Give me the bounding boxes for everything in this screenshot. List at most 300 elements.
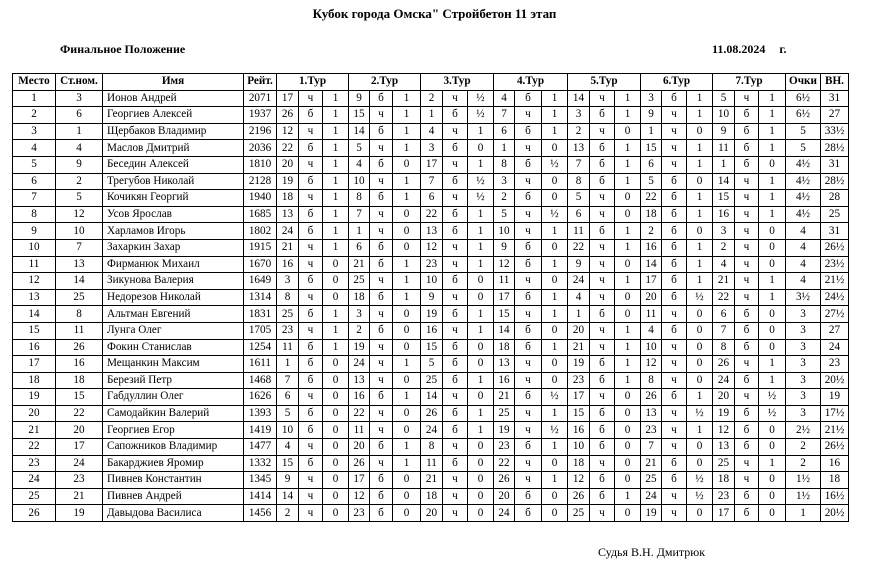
round-4-result-cell: 0 <box>542 505 568 522</box>
round-3-result-cell: 1 <box>468 239 494 256</box>
round-2-opponent-cell: 25 <box>349 273 370 290</box>
round-1-opponent-cell: 10 <box>277 422 299 439</box>
round-1-opponent-cell: 22 <box>277 140 299 157</box>
round-3-color-cell: б <box>443 455 468 472</box>
round-1-color-cell: ч <box>299 505 323 522</box>
round-3-color-cell: ч <box>443 190 468 207</box>
player-name-cell: Кочикян Георгий <box>103 190 244 207</box>
round-7-color-cell: ч <box>735 389 759 406</box>
start-number-cell: 22 <box>56 405 103 422</box>
round-4-color-cell: б <box>515 322 542 339</box>
round-2-color-cell: б <box>370 322 393 339</box>
round-6-opponent-cell: 22 <box>641 190 662 207</box>
round-3-result-cell: 0 <box>468 439 494 456</box>
round-6-opponent-cell: 10 <box>641 339 662 356</box>
round-6-color-cell: б <box>662 322 687 339</box>
table-row <box>13 206 849 223</box>
round-7-color-cell: ч <box>735 190 759 207</box>
round-2-opponent-cell: 26 <box>349 455 370 472</box>
round-5-color-cell: б <box>590 140 615 157</box>
round-7-opponent-cell: 6 <box>713 306 735 323</box>
start-number-cell: 12 <box>56 206 103 223</box>
place-cell: 2 <box>13 107 56 124</box>
place-cell: 23 <box>13 455 56 472</box>
round-3-result-cell: 1 <box>468 322 494 339</box>
round-6-result-cell: 1 <box>687 190 713 207</box>
rating-cell: 1802 <box>244 223 277 240</box>
points-cell: 3 <box>786 306 821 323</box>
round-7-color-cell: ч <box>735 472 759 489</box>
round-1-result-cell: 0 <box>323 289 349 306</box>
round-3-opponent-cell: 17 <box>421 156 443 173</box>
round-3-color-cell: б <box>443 356 468 373</box>
round-7-color-cell: б <box>735 306 759 323</box>
round-7-opponent-cell: 7 <box>713 322 735 339</box>
table-row <box>13 239 849 256</box>
round-2-result-cell: 1 <box>393 273 421 290</box>
round-5-color-cell: ч <box>590 256 615 273</box>
round-5-opponent-cell: 2 <box>568 123 590 140</box>
round-7-result-cell: 0 <box>759 472 786 489</box>
rating-cell: 1456 <box>244 505 277 522</box>
round-2-color-cell: б <box>370 90 393 107</box>
round-7-result-cell: 1 <box>759 206 786 223</box>
round-5-result-cell: 1 <box>615 223 641 240</box>
round-4-opponent-cell: 6 <box>494 123 515 140</box>
place-cell: 16 <box>13 339 56 356</box>
player-name-cell: Георгиев Алексей <box>103 107 244 124</box>
round-2-opponent-cell: 11 <box>349 422 370 439</box>
round-2-result-cell: 1 <box>393 455 421 472</box>
table-row <box>13 505 849 522</box>
round-4-color-cell: ч <box>515 472 542 489</box>
round-3-opponent-cell: 23 <box>421 256 443 273</box>
table-row <box>13 422 849 439</box>
standings-table <box>12 73 849 522</box>
round-4-result-cell: 1 <box>542 439 568 456</box>
round-6-color-cell: ч <box>662 356 687 373</box>
round-6-opponent-cell: 11 <box>641 306 662 323</box>
tiebreak-cell: 28 <box>821 190 849 207</box>
round-6-color-cell: ч <box>662 107 687 124</box>
round-2-result-cell: 0 <box>393 239 421 256</box>
round-1-result-cell: 1 <box>323 140 349 157</box>
round-5-opponent-cell: 7 <box>568 156 590 173</box>
round-3-color-cell: б <box>443 339 468 356</box>
table-row <box>13 90 849 107</box>
round-7-color-cell: ч <box>735 223 759 240</box>
player-name-cell: Георгиев Егор <box>103 422 244 439</box>
player-name-cell: Лунга Олег <box>103 322 244 339</box>
round-6-result-cell: 1 <box>687 206 713 223</box>
round-5-opponent-cell: 11 <box>568 223 590 240</box>
start-number-cell: 4 <box>56 140 103 157</box>
round-3-color-cell: б <box>443 306 468 323</box>
round-2-result-cell: 0 <box>393 339 421 356</box>
round-6-result-cell: 0 <box>687 223 713 240</box>
points-cell: 2½ <box>786 422 821 439</box>
tiebreak-cell: 31 <box>821 156 849 173</box>
round-5-result-cell: 1 <box>615 156 641 173</box>
table-row <box>13 306 849 323</box>
points-cell: 4½ <box>786 206 821 223</box>
round-3-result-cell: 1 <box>468 123 494 140</box>
round-7-color-cell: б <box>735 405 759 422</box>
round-2-result-cell: 0 <box>393 505 421 522</box>
round-6-opponent-cell: 3 <box>641 90 662 107</box>
round-5-result-cell: 0 <box>615 439 641 456</box>
round-7-color-cell: б <box>735 488 759 505</box>
date-value: 11.08.2024 <box>712 42 766 56</box>
round-6-color-cell: б <box>662 90 687 107</box>
round-1-color-cell: б <box>299 107 323 124</box>
rating-cell: 1419 <box>244 422 277 439</box>
round-4-opponent-cell: 23 <box>494 439 515 456</box>
round-4-result-cell: 1 <box>542 90 568 107</box>
round-6-color-cell: б <box>662 472 687 489</box>
round-3-opponent-cell: 6 <box>421 190 443 207</box>
header-points: Очки <box>786 74 821 91</box>
header-start-number: Ст.ном. <box>56 74 103 91</box>
round-7-result-cell: 0 <box>759 239 786 256</box>
round-7-opponent-cell: 24 <box>713 372 735 389</box>
points-cell: 6½ <box>786 90 821 107</box>
round-2-result-cell: 0 <box>393 206 421 223</box>
round-1-result-cell: 1 <box>323 339 349 356</box>
round-5-opponent-cell: 23 <box>568 372 590 389</box>
place-cell: 4 <box>13 140 56 157</box>
round-7-color-cell: ч <box>735 90 759 107</box>
round-4-result-cell: 1 <box>542 289 568 306</box>
tiebreak-cell: 17½ <box>821 405 849 422</box>
round-1-color-cell: ч <box>299 472 323 489</box>
round-7-color-cell: ч <box>735 206 759 223</box>
round-5-opponent-cell: 26 <box>568 488 590 505</box>
round-4-color-cell: б <box>515 389 542 406</box>
round-5-result-cell: 1 <box>615 140 641 157</box>
round-2-opponent-cell: 6 <box>349 239 370 256</box>
round-7-opponent-cell: 13 <box>713 439 735 456</box>
round-1-color-cell: ч <box>299 488 323 505</box>
round-1-color-cell: ч <box>299 123 323 140</box>
round-6-color-cell: б <box>662 256 687 273</box>
header-round-6: 6.Тур <box>641 74 713 91</box>
points-cell: 6½ <box>786 107 821 124</box>
round-4-opponent-cell: 14 <box>494 322 515 339</box>
standings-body <box>13 90 849 521</box>
round-4-opponent-cell: 15 <box>494 306 515 323</box>
round-2-opponent-cell: 18 <box>349 289 370 306</box>
round-2-result-cell: 1 <box>393 173 421 190</box>
round-7-result-cell: 0 <box>759 339 786 356</box>
round-1-color-cell: б <box>299 140 323 157</box>
round-4-opponent-cell: 12 <box>494 256 515 273</box>
round-6-result-cell: 1 <box>687 140 713 157</box>
round-3-color-cell: ч <box>443 256 468 273</box>
round-7-result-cell: 1 <box>759 140 786 157</box>
round-3-color-cell: б <box>443 405 468 422</box>
round-6-color-cell: ч <box>662 405 687 422</box>
start-number-cell: 20 <box>56 422 103 439</box>
round-3-color-cell: ч <box>443 322 468 339</box>
round-7-opponent-cell: 16 <box>713 206 735 223</box>
round-6-opponent-cell: 18 <box>641 206 662 223</box>
round-1-opponent-cell: 23 <box>277 322 299 339</box>
round-4-result-cell: 1 <box>542 405 568 422</box>
round-7-opponent-cell: 8 <box>713 339 735 356</box>
round-5-color-cell: б <box>590 472 615 489</box>
round-7-result-cell: 1 <box>759 372 786 389</box>
header-name: Имя <box>103 74 244 91</box>
round-6-opponent-cell: 20 <box>641 289 662 306</box>
rating-cell: 1705 <box>244 322 277 339</box>
round-2-opponent-cell: 13 <box>349 372 370 389</box>
round-6-color-cell: ч <box>662 339 687 356</box>
round-3-result-cell: 0 <box>468 472 494 489</box>
round-6-color-cell: б <box>662 289 687 306</box>
round-7-opponent-cell: 2 <box>713 239 735 256</box>
round-7-color-cell: б <box>735 422 759 439</box>
tiebreak-cell: 33½ <box>821 123 849 140</box>
round-2-color-cell: ч <box>370 405 393 422</box>
round-2-result-cell: 0 <box>393 322 421 339</box>
rating-cell: 1685 <box>244 206 277 223</box>
round-6-opponent-cell: 17 <box>641 273 662 290</box>
round-6-opponent-cell: 7 <box>641 439 662 456</box>
round-7-result-cell: 1 <box>759 273 786 290</box>
rating-cell: 1393 <box>244 405 277 422</box>
round-5-result-cell: 1 <box>615 90 641 107</box>
start-number-cell: 25 <box>56 289 103 306</box>
player-name-cell: Захаркин Захар <box>103 239 244 256</box>
round-6-color-cell: ч <box>662 140 687 157</box>
round-2-result-cell: 1 <box>393 256 421 273</box>
table-row <box>13 455 849 472</box>
round-4-color-cell: ч <box>515 356 542 373</box>
round-6-color-cell: б <box>662 455 687 472</box>
round-2-color-cell: б <box>370 488 393 505</box>
round-6-opponent-cell: 9 <box>641 107 662 124</box>
round-6-result-cell: 0 <box>687 322 713 339</box>
round-7-result-cell: 1 <box>759 455 786 472</box>
table-row <box>13 339 849 356</box>
round-6-color-cell: б <box>662 273 687 290</box>
points-cell: 1 <box>786 505 821 522</box>
round-4-color-cell: ч <box>515 107 542 124</box>
round-5-opponent-cell: 15 <box>568 405 590 422</box>
round-6-result-cell: ½ <box>687 488 713 505</box>
rating-cell: 1477 <box>244 439 277 456</box>
round-3-result-cell: 0 <box>468 505 494 522</box>
table-row <box>13 488 849 505</box>
table-row <box>13 405 849 422</box>
round-1-opponent-cell: 18 <box>277 190 299 207</box>
round-6-result-cell: 1 <box>687 422 713 439</box>
round-2-color-cell: б <box>370 123 393 140</box>
round-3-color-cell: ч <box>443 90 468 107</box>
round-5-result-cell: 1 <box>615 372 641 389</box>
round-1-color-cell: ч <box>299 256 323 273</box>
round-5-color-cell: ч <box>590 505 615 522</box>
round-1-color-cell: ч <box>299 322 323 339</box>
round-5-color-cell: ч <box>590 389 615 406</box>
round-4-result-cell: 1 <box>542 472 568 489</box>
round-1-opponent-cell: 6 <box>277 389 299 406</box>
round-3-color-cell: ч <box>443 389 468 406</box>
round-4-color-cell: ч <box>515 273 542 290</box>
tournament-date <box>712 42 786 57</box>
round-2-color-cell: б <box>370 439 393 456</box>
header-rating: Рейт. <box>244 74 277 91</box>
player-name-cell: Беседин Алексей <box>103 156 244 173</box>
round-5-result-cell: 0 <box>615 206 641 223</box>
round-7-result-cell: ½ <box>759 389 786 406</box>
round-1-color-cell: ч <box>299 190 323 207</box>
table-row <box>13 223 849 240</box>
round-6-result-cell: 0 <box>687 439 713 456</box>
round-6-result-cell: 1 <box>687 156 713 173</box>
round-7-color-cell: б <box>735 339 759 356</box>
start-number-cell: 21 <box>56 488 103 505</box>
round-6-result-cell: ½ <box>687 472 713 489</box>
round-2-color-cell: ч <box>370 422 393 439</box>
round-7-result-cell: 0 <box>759 256 786 273</box>
round-6-color-cell: ч <box>662 422 687 439</box>
round-3-opponent-cell: 16 <box>421 322 443 339</box>
round-5-color-cell: ч <box>590 455 615 472</box>
points-cell: 5 <box>786 140 821 157</box>
round-4-result-cell: 1 <box>542 256 568 273</box>
round-5-opponent-cell: 24 <box>568 273 590 290</box>
rating-cell: 2036 <box>244 140 277 157</box>
points-cell: 1½ <box>786 488 821 505</box>
round-5-opponent-cell: 1 <box>568 306 590 323</box>
round-4-color-cell: б <box>515 90 542 107</box>
round-3-opponent-cell: 8 <box>421 439 443 456</box>
round-5-result-cell: 1 <box>615 107 641 124</box>
start-number-cell: 7 <box>56 239 103 256</box>
round-4-opponent-cell: 2 <box>494 190 515 207</box>
round-7-result-cell: ½ <box>759 405 786 422</box>
start-number-cell: 10 <box>56 223 103 240</box>
round-5-opponent-cell: 12 <box>568 472 590 489</box>
round-5-opponent-cell: 3 <box>568 107 590 124</box>
round-2-opponent-cell: 3 <box>349 306 370 323</box>
round-7-opponent-cell: 12 <box>713 422 735 439</box>
player-name-cell: Недорезов Николай <box>103 289 244 306</box>
round-3-opponent-cell: 1 <box>421 107 443 124</box>
round-7-color-cell: б <box>735 156 759 173</box>
round-6-result-cell: ½ <box>687 405 713 422</box>
place-cell: 3 <box>13 123 56 140</box>
round-1-color-cell: ч <box>299 90 323 107</box>
round-1-result-cell: 0 <box>323 505 349 522</box>
start-number-cell: 24 <box>56 455 103 472</box>
round-2-opponent-cell: 23 <box>349 505 370 522</box>
round-4-color-cell: ч <box>515 455 542 472</box>
round-6-opponent-cell: 21 <box>641 455 662 472</box>
round-5-result-cell: 0 <box>615 505 641 522</box>
round-5-opponent-cell: 17 <box>568 389 590 406</box>
round-2-result-cell: 0 <box>393 422 421 439</box>
place-cell: 15 <box>13 322 56 339</box>
round-3-color-cell: б <box>443 422 468 439</box>
round-3-color-cell: б <box>443 223 468 240</box>
round-2-result-cell: 1 <box>393 439 421 456</box>
round-6-color-cell: ч <box>662 306 687 323</box>
rating-cell: 1626 <box>244 389 277 406</box>
round-1-opponent-cell: 20 <box>277 156 299 173</box>
round-6-color-cell: б <box>662 239 687 256</box>
round-5-opponent-cell: 14 <box>568 90 590 107</box>
round-2-opponent-cell: 4 <box>349 156 370 173</box>
round-7-opponent-cell: 5 <box>713 90 735 107</box>
table-row <box>13 273 849 290</box>
round-5-color-cell: б <box>590 156 615 173</box>
round-3-color-cell: ч <box>443 488 468 505</box>
round-1-opponent-cell: 24 <box>277 223 299 240</box>
round-6-opponent-cell: 23 <box>641 422 662 439</box>
round-4-color-cell: б <box>515 289 542 306</box>
round-2-color-cell: б <box>370 156 393 173</box>
round-7-result-cell: 1 <box>759 173 786 190</box>
round-3-opponent-cell: 19 <box>421 306 443 323</box>
round-4-color-cell: б <box>515 439 542 456</box>
round-4-opponent-cell: 25 <box>494 405 515 422</box>
table-row <box>13 439 849 456</box>
round-5-opponent-cell: 25 <box>568 505 590 522</box>
player-name-cell: Усов Ярослав <box>103 206 244 223</box>
round-4-color-cell: б <box>515 339 542 356</box>
round-6-color-cell: ч <box>662 505 687 522</box>
round-3-opponent-cell: 2 <box>421 90 443 107</box>
player-name-cell: Габдуллин Олег <box>103 389 244 406</box>
round-3-color-cell: б <box>443 107 468 124</box>
round-6-opponent-cell: 4 <box>641 322 662 339</box>
player-name-cell: Трегубов Николай <box>103 173 244 190</box>
place-cell: 9 <box>13 223 56 240</box>
round-6-opponent-cell: 1 <box>641 123 662 140</box>
round-3-result-cell: ½ <box>468 190 494 207</box>
tiebreak-cell: 20½ <box>821 372 849 389</box>
round-2-result-cell: 0 <box>393 156 421 173</box>
player-name-cell: Березий Петр <box>103 372 244 389</box>
round-5-color-cell: ч <box>590 273 615 290</box>
round-2-color-cell: ч <box>370 223 393 240</box>
place-cell: 17 <box>13 356 56 373</box>
tiebreak-cell: 23½ <box>821 256 849 273</box>
round-7-color-cell: б <box>735 505 759 522</box>
round-7-color-cell: б <box>735 372 759 389</box>
place-cell: 26 <box>13 505 56 522</box>
round-2-opponent-cell: 20 <box>349 439 370 456</box>
round-4-opponent-cell: 11 <box>494 273 515 290</box>
standings-heading: Финальное Положение <box>60 42 186 56</box>
table-row <box>13 322 849 339</box>
round-3-result-cell: 0 <box>468 488 494 505</box>
player-name-cell: Щербаков Владимир <box>103 123 244 140</box>
round-6-result-cell: 0 <box>687 339 713 356</box>
round-2-color-cell: ч <box>370 273 393 290</box>
round-1-result-cell: 0 <box>323 455 349 472</box>
round-1-color-cell: б <box>299 422 323 439</box>
round-5-color-cell: б <box>590 223 615 240</box>
round-5-color-cell: ч <box>590 322 615 339</box>
round-6-color-cell: б <box>662 206 687 223</box>
round-1-result-cell: 0 <box>323 439 349 456</box>
round-3-opponent-cell: 4 <box>421 123 443 140</box>
place-cell: 14 <box>13 306 56 323</box>
